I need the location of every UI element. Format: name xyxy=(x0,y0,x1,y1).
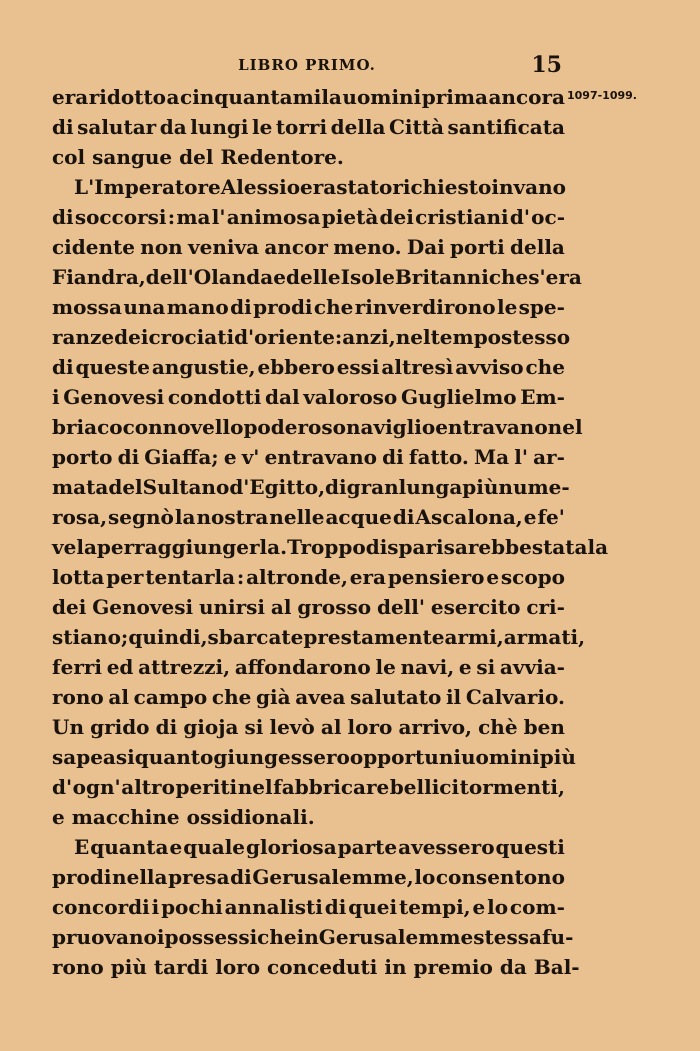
paragraph xyxy=(52,82,565,172)
page-number: 15 xyxy=(531,52,562,78)
text-line: ranze dei crociati d' oriente : anzi, nel tempo stesso xyxy=(52,325,571,349)
running-head xyxy=(52,52,562,80)
text-line: concordi i pochi annalisti di quei tempi, e lo com- xyxy=(52,895,565,919)
text-line: rono più tardi loro conceduti in premio da Bal- xyxy=(52,955,580,979)
text-line: di queste angustie, ebbero essi altresì avviso che xyxy=(52,355,565,379)
text-line: col sangue del Redentore. xyxy=(52,145,344,169)
text-line: i Genovesi condotti dal valoroso Guglielmo Em- xyxy=(52,385,565,409)
text-line: briaco con novello poderoso naviglio entravano nel xyxy=(52,415,583,439)
text-line: dei Genovesi unirsi al grosso dell' esercito cri- xyxy=(52,595,565,619)
running-title: LIBRO PRIMO. xyxy=(238,56,376,74)
text-line: mossa una mano di prodi che rinverdirono le spe- xyxy=(52,295,565,319)
margin-note-years: 1097-1099. xyxy=(567,89,637,102)
text-line: lotta per tentarla : altronde, era pensiero e scopo xyxy=(52,565,565,589)
text-line: L' Imperatore Alessio era stato richiesto invano xyxy=(74,175,566,199)
text-line: cidente non veniva ancor meno. Dai porti della xyxy=(52,235,565,259)
paragraph xyxy=(52,172,609,832)
text-line: era ridotto a cinquantamila uomini prima ancora xyxy=(52,85,565,109)
text-line: mata del Sultano d' Egitto, di gran lunga più nume- xyxy=(52,475,570,499)
text-line: ferri ed attrezzi, affondarono le navi, e si avvia- xyxy=(52,655,565,679)
text-line: vela per raggiungerla. Troppo dispari sarebbe stata la xyxy=(52,535,609,559)
text-line: prodi nella presa di Gerusalemme, lo consentono xyxy=(52,865,565,889)
text-line: E quanta e quale gloriosa parte avessero questi xyxy=(74,835,565,859)
text-line: rono al campo che già avea salutato il Calvario. xyxy=(52,685,565,709)
text-line: rosa, segnò la nostra nelle acque di Ascalona, e fe' xyxy=(52,505,565,529)
text-line: di soccorsi : ma l' animosa pietà dei cristiani d' oc- xyxy=(52,205,565,229)
text-line: porto di Giaffa; e v' entravano di fatto. Ma l' ar- xyxy=(52,445,565,469)
text-line: Un grido di gioja si levò al loro arrivo, chè ben xyxy=(52,715,565,739)
text-line: d' ogn' altro periti nel fabbricare bellici tormenti, xyxy=(52,775,565,799)
text-line: di salutar da lungi le torri della Città santificata xyxy=(52,115,565,139)
text-line: sapeasi quanto giungessero opportuni uomini più xyxy=(52,745,576,769)
text-line: e macchine ossidionali. xyxy=(52,805,315,829)
text-line: stiano; quindi, sbarcate prestamente armi, armati, xyxy=(52,625,586,649)
text-line: Fiandra, dell' Olanda e delle Isole Britanniche s' era xyxy=(52,265,582,289)
text-line: pruovano i possessi che in Gerusalemme stessa fu- xyxy=(52,925,574,949)
paragraph xyxy=(52,832,580,982)
